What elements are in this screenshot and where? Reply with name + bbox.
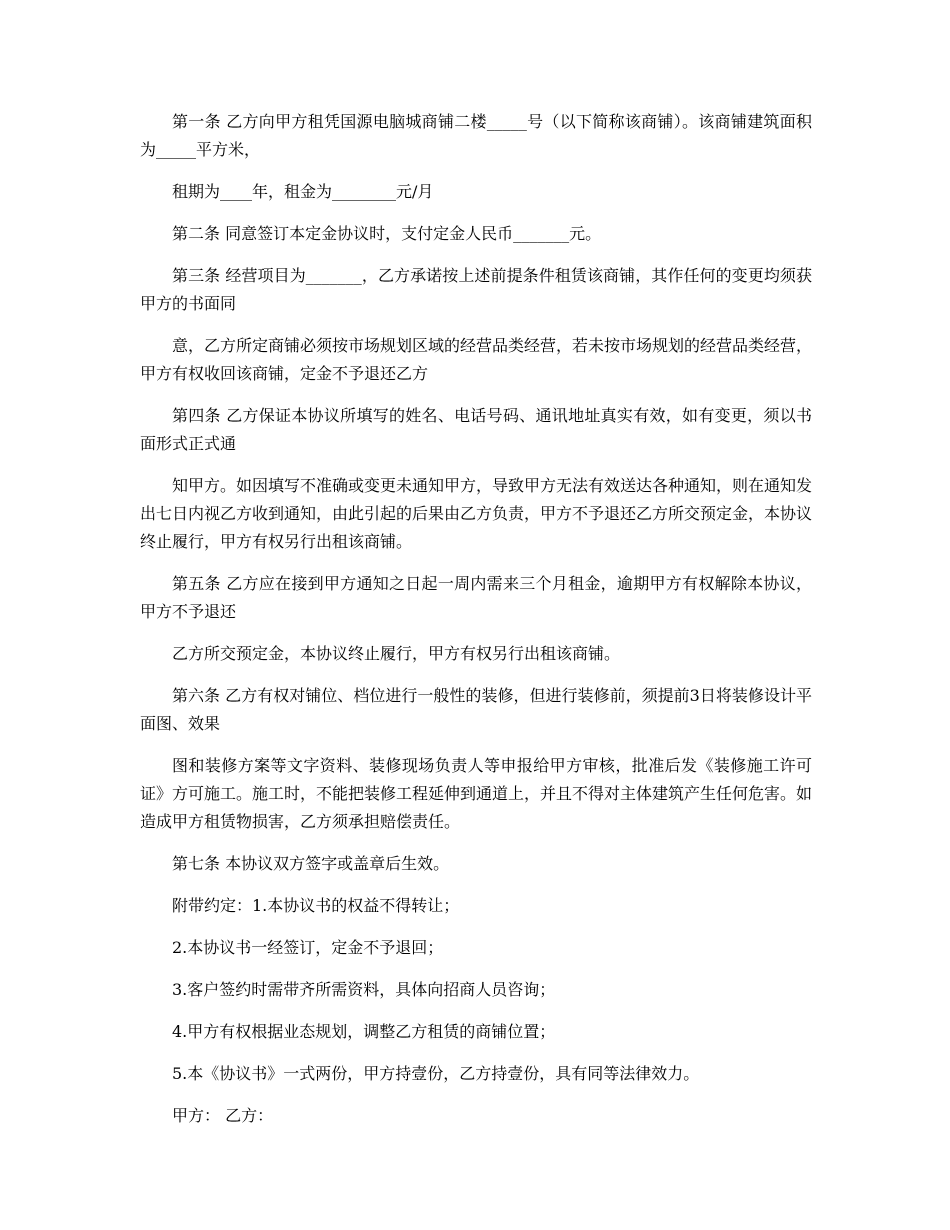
paragraph-article-4: 第四条 乙方保证本协议所填写的姓名、电话号码、通讯地址真实有效，如有变更，须以书面形式正式通: [140, 406, 812, 453]
paragraph-lease-term: 租期为____年，租金为________元/月: [172, 182, 434, 201]
paragraph-supplement-1: 附带约定：1.本协议书的权益不得转让；: [172, 896, 460, 915]
paragraph-article-7: 第七条 本协议双方签字或盖章后生效。: [172, 854, 450, 873]
paragraph-article-4-cont: 知甲方。如因填写不准确或变更未通知甲方，导致甲方无法有效送达各种通知，则在通知发出七日内视乙方收到通知，由此引起的后果由乙方负责，甲方不予退还乙方所交预定金，本协议终止履行，甲方有权另行出租该商铺。: [140, 476, 813, 551]
paragraph-supplement-4: 4.甲方有权根据业态规划，调整乙方租赁的商铺位置；: [172, 1022, 556, 1041]
paragraph-article-3-cont: 意，乙方所定商铺必须按市场规划区域的经营品类经营，若未按市场规划的经营品类经营，甲方有权收回该商铺，定金不予退还乙方: [140, 336, 813, 383]
document-body: [140, 108, 812, 1144]
paragraph-article-6-cont: 图和装修方案等文字资料、装修现场负责人等申报给甲方审核，批准后发《装修施工许可证》方可施工。施工时，不能把装修工程延伸到通道上，并且不得对主体建筑产生任何危害。如造成甲方租赁物损害，乙方须承担赔偿责任。: [140, 756, 813, 831]
paragraph-article-5-cont: 乙方所交预定金，本协议终止履行，甲方有权另行出租该商铺。: [172, 644, 621, 663]
paragraph-article-6: 第六条 乙方有权对铺位、档位进行一般性的装修，但进行装修前，须提前3日将装修设计平面图、效果: [140, 686, 812, 733]
paragraph-article-5: 第五条 乙方应在接到甲方通知之日起一周内需来三个月租金，逾期甲方有权解除本协议，甲方不予退还: [140, 574, 812, 621]
paragraph-supplement-2: 2.本协议书一经签订，定金不予退回；: [172, 938, 444, 957]
paragraph-article-3: 第三条 经营项目为_______，乙方承诺按上述前提条件租赁该商铺，其作任何的变更均须获甲方的书面同: [140, 266, 812, 313]
signature-line: 甲方： 乙方：: [172, 1106, 274, 1125]
paragraph-supplement-3: 3.客户签约时需带齐所需资料，具体向招商人员咨询；: [172, 980, 556, 999]
paragraph-article-1: 第一条 乙方向甲方租凭国源电脑城商铺二楼_____号（以下简称该商铺）。该商铺建筑面积为_____平方米，: [140, 112, 812, 159]
paragraph-article-2: 第二条 同意签订本定金协议时，支付定金人民币_______元。: [172, 224, 602, 243]
paragraph-supplement-5: 5.本《协议书》一式两份，甲方持壹份，乙方持壹份，具有同等法律效力。: [172, 1064, 700, 1083]
